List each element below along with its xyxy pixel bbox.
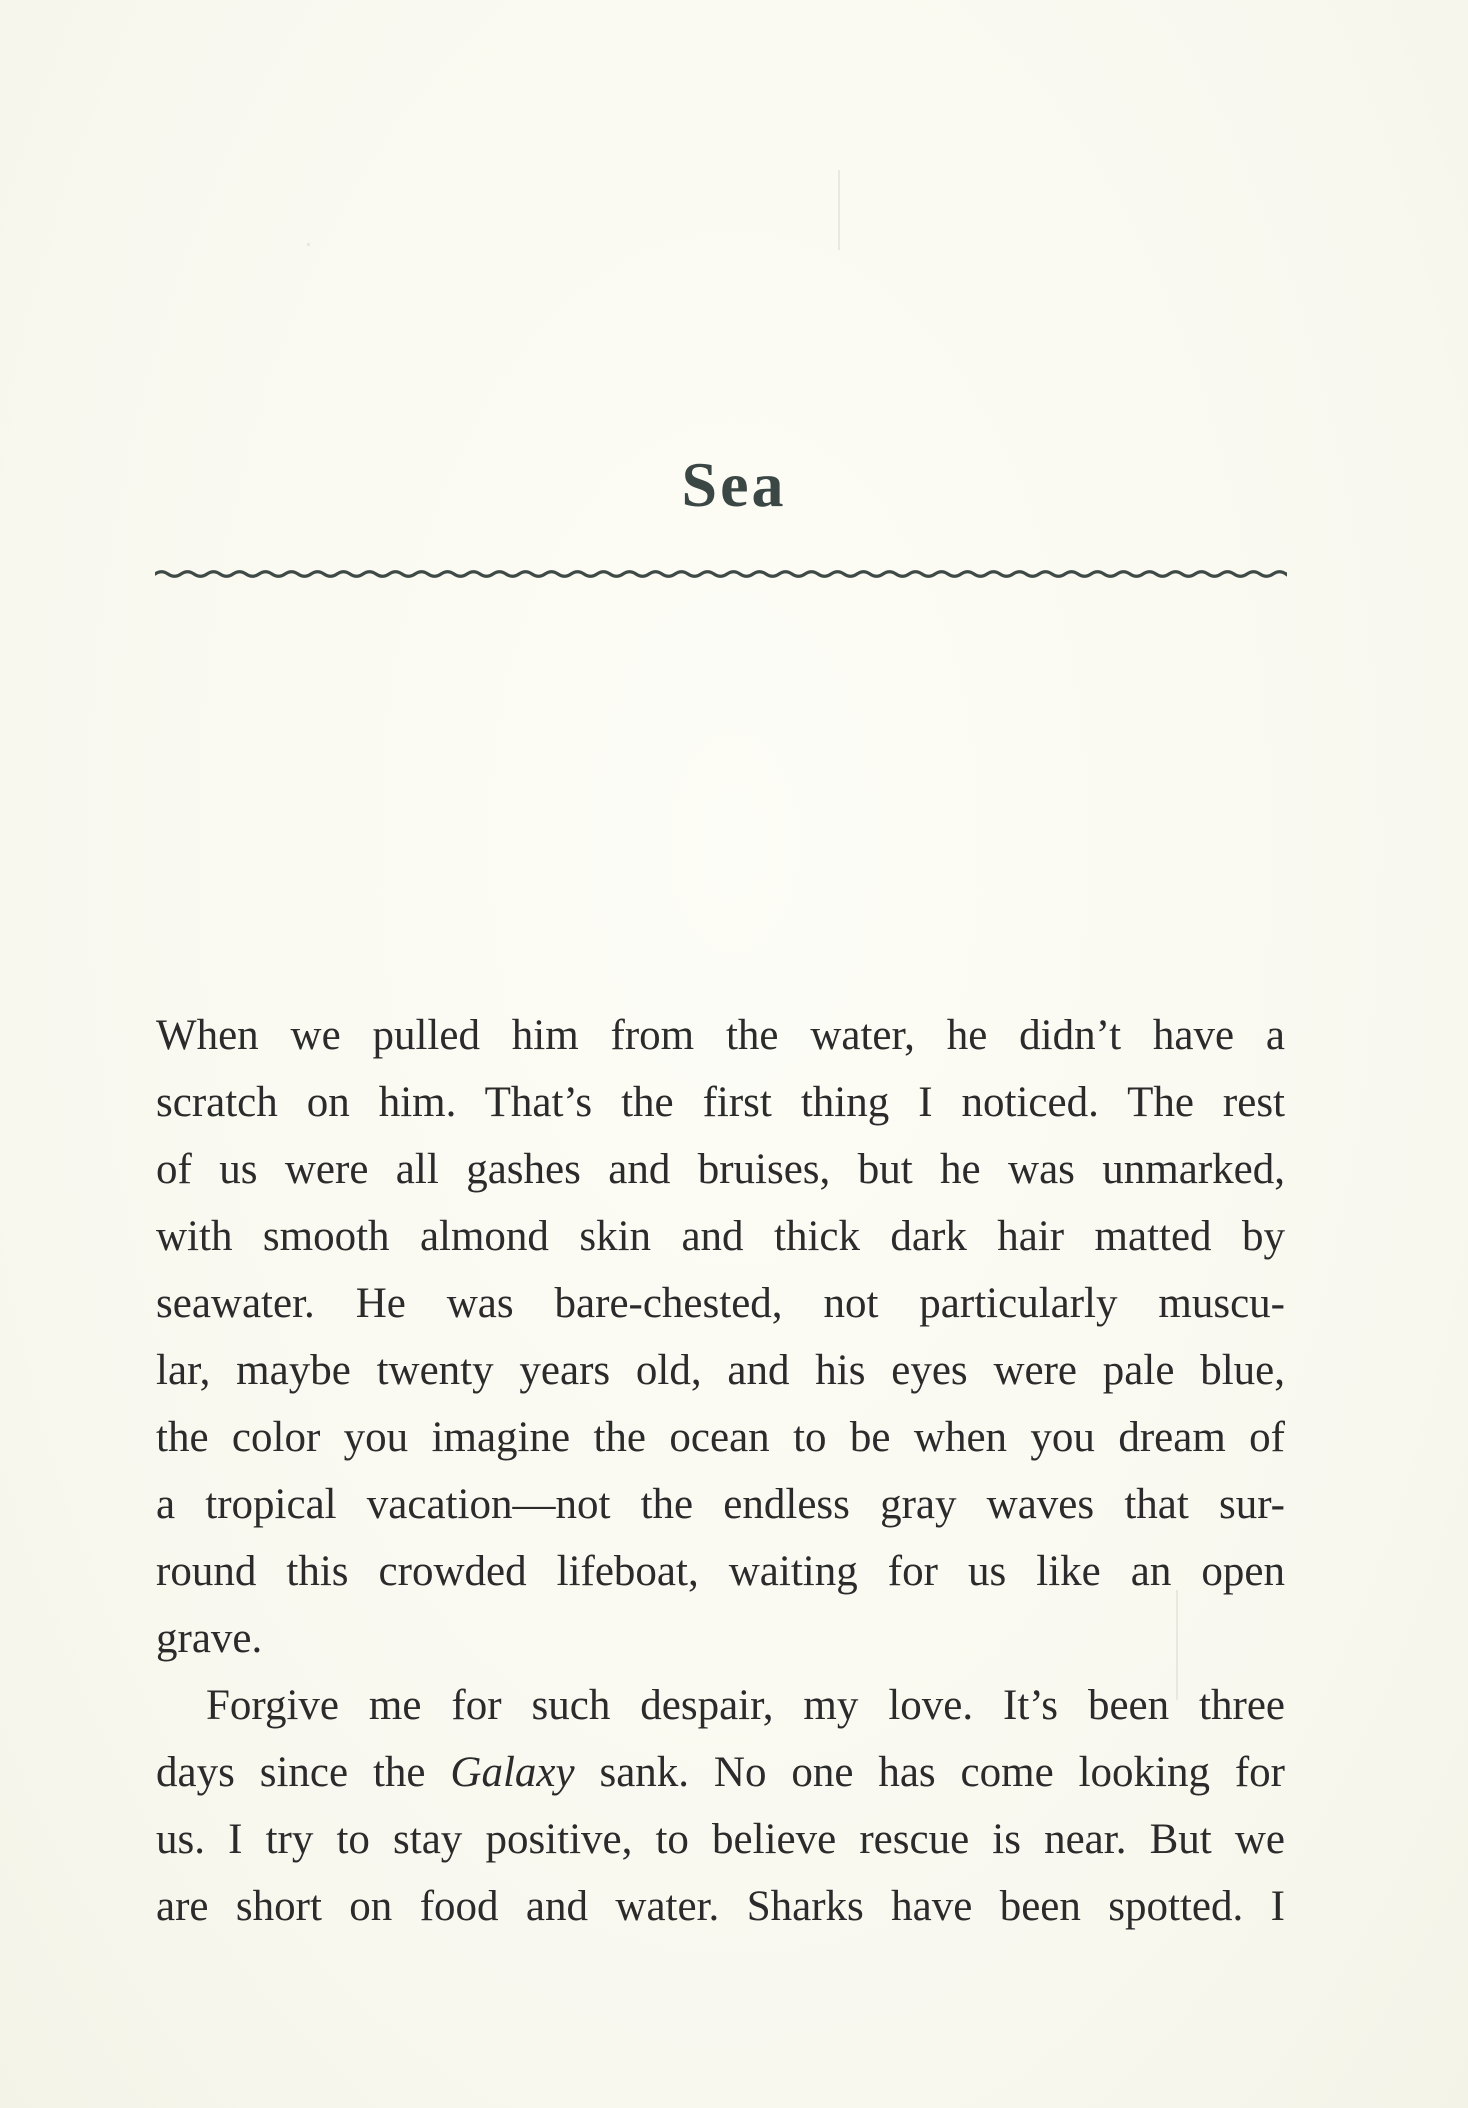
text-line: of us were all gashes and bruises, but he was unmarked, [156, 1146, 1285, 1193]
text-line: a tropical vacation—not the endless gray waves that sur- [156, 1481, 1285, 1528]
text-line: are short on food and water. Sharks have been spotted. I [156, 1883, 1285, 1930]
ship-name: Galaxy [450, 1749, 575, 1796]
body-text [156, 1002, 1285, 1940]
text-line: Forgive me for such despair, my love. It’s been three [206, 1682, 1285, 1729]
paragraph [156, 1002, 1285, 1672]
paper-speck [838, 170, 840, 250]
text-run: sank. No one has come looking for [574, 1749, 1285, 1796]
text-run: days since the [156, 1749, 451, 1796]
text-line: round this crowded lifeboat, waiting for us like an open [156, 1548, 1285, 1595]
paper-speck [307, 243, 310, 246]
text-line: seawater. He was bare-chested, not particularly muscu- [156, 1280, 1285, 1327]
text-line: scratch on him. That’s the first thing I noticed. The rest [156, 1079, 1285, 1126]
text-line: lar, maybe twenty years old, and his eyes were pale blue, [156, 1347, 1285, 1394]
wave-divider [155, 556, 1287, 592]
text-line: with smooth almond skin and thick dark hair matted by [156, 1213, 1285, 1260]
text-line-with-italic [156, 1739, 1285, 1806]
text-line: the color you imagine the ocean to be when you dream of [156, 1414, 1285, 1461]
chapter-title: Sea [681, 449, 787, 520]
text-line: When we pulled him from the water, he didn’t have a [156, 1012, 1285, 1059]
paragraph [156, 1672, 1285, 1940]
text-line: grave. [156, 1615, 263, 1662]
text-line: us. I try to stay positive, to believe rescue is near. But we [156, 1816, 1285, 1863]
